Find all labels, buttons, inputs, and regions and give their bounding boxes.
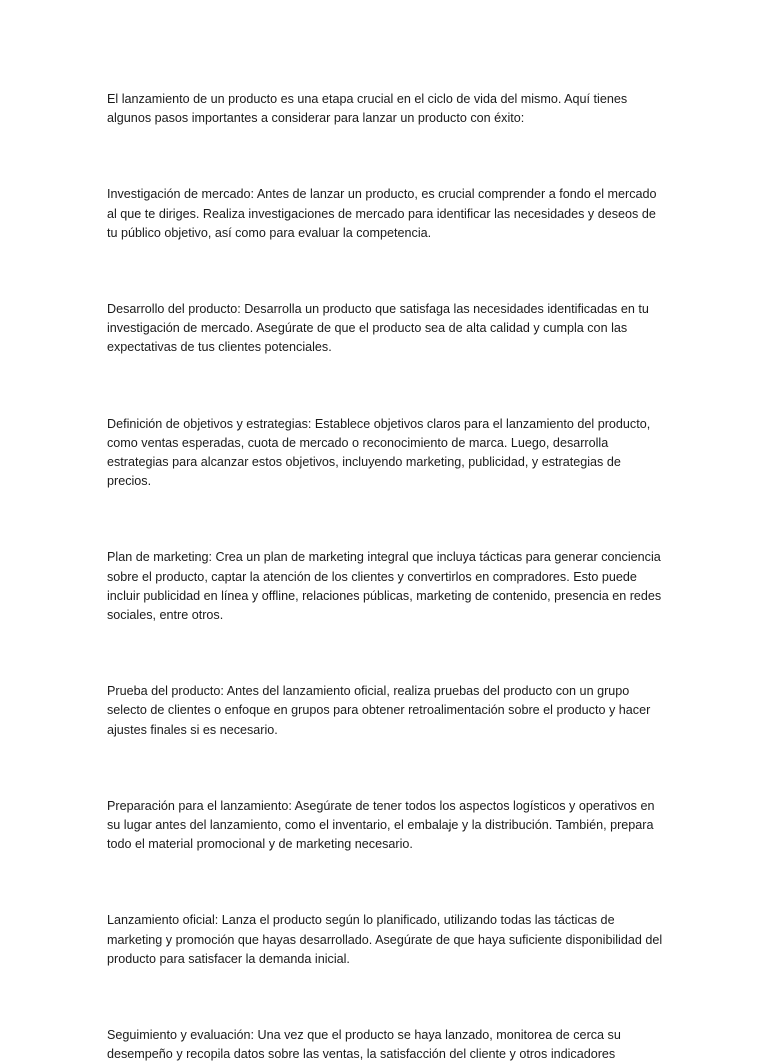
paragraph-official-launch: Lanzamiento oficial: Lanza el producto según lo planificado, utilizando todas las tácticas de marketing y promoción que hayas desarrollado. Asegúrate de que haya suficiente disponibilidad del producto para satisfacer la demanda inicial. bbox=[107, 913, 663, 966]
paragraph-follow-up-evaluation: Seguimiento y evaluación: Una vez que el producto se haya lanzado, monitorea de cerca su desempeño y recopila datos sobre las ventas, la satisfacción del cliente y otros indicadores bbox=[107, 1028, 621, 1062]
paragraph-launch-preparation: Preparación para el lanzamiento: Asegúrate de tener todos los aspectos logísticos y operativos en su lugar antes del lanzamiento, como el inventario, el embalaje y la distribución. También, prepara todo el material promocional y de marketing necesario. bbox=[107, 798, 655, 852]
paragraph-market-research: Investigación de mercado: Antes de lanzar un producto, es crucial comprender a fondo el mercado al que te diriges. Realiza investigaciones de mercado para identificar las necesidades y deseos de tu público objetivo, así como para evaluar la competencia. bbox=[107, 187, 657, 240]
paragraph-product-development: Desarrollo del producto: Desarrolla un producto que satisfaga las necesidades identificadas en tu investigación de mercado. Asegúrate de que el producto sea de alta calidad y cumpla con las expectativas de tus clientes potenciales. bbox=[107, 302, 649, 355]
paragraph-product-testing: Prueba del producto: Antes del lanzamiento oficial, realiza pruebas del producto con un grupo selecto de clientes o enfoque en grupos para obtener retroalimentación sobre el producto y hacer ajustes finales si es necesario. bbox=[107, 684, 651, 737]
intro-paragraph: El lanzamiento de un producto es una etapa crucial en el ciclo de vida del mismo. Aquí tienes algunos pasos importantes a considerar para lanzar un producto con éxito: bbox=[107, 92, 628, 126]
paragraph-objectives-strategies: Definición de objetivos y estrategias: Establece objetivos claros para el lanzamiento del producto, como ventas esperadas, cuota de mercado o reconocimiento de marca. Luego, desarrolla estrategias para alcanzar estos objetivos, incluyendo marketing, publicidad, y estrategias de precios. bbox=[107, 416, 651, 489]
paragraph-marketing-plan: Plan de marketing: Crea un plan de marketing integral que incluya tácticas para generar conciencia sobre el producto, captar la atención de los clientes y convertirlos en compradores. Esto puede incluir publicidad en línea y offline, relaciones públicas, marketing de contenido, presencia en redes sociales, entre otros. bbox=[107, 550, 662, 623]
